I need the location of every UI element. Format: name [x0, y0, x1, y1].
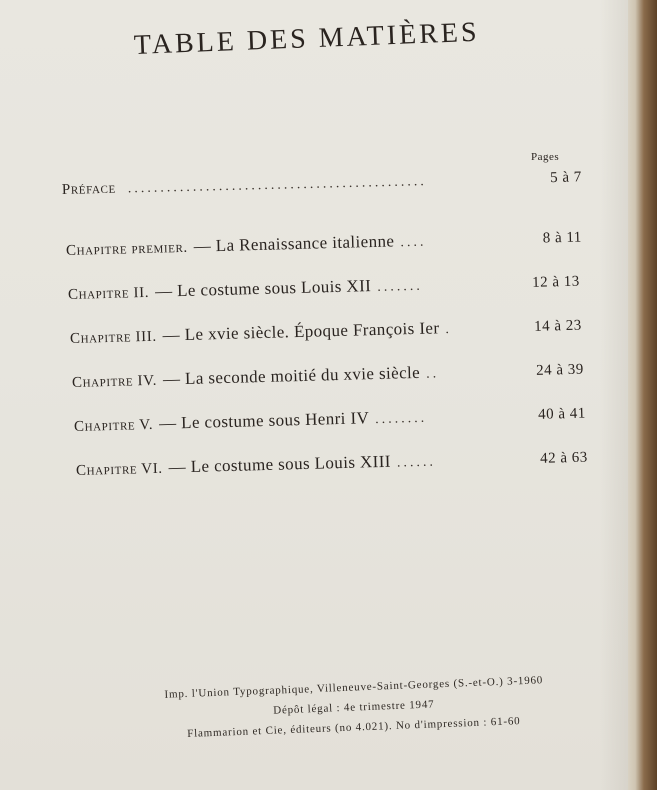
- imprint-line-depot: Dépôt légal : 4e trimestre 1947: [272, 698, 435, 717]
- toc-entry-title: — Le costume sous Louis XII: [154, 276, 372, 301]
- toc-entry-title: — Le xvie siècle. Époque François Ier: [162, 318, 440, 345]
- page-gutter-shadow: [600, 0, 630, 790]
- toc-leader-dots: ..: [425, 366, 440, 382]
- toc-entry-pages: 14 à 23: [533, 317, 583, 335]
- toc-entry-pages: 8 à 11: [542, 229, 583, 247]
- toc-entry-label: Préface: [61, 180, 117, 198]
- toc-leader-dots: ..............................................: [127, 174, 427, 197]
- imprint-line-printer: Imp. l'Union Typographique, Villeneuve-Saint-Georges (S.-et-O.) 3-1960: [164, 674, 544, 701]
- toc-entry-pages: 5 à 7: [549, 169, 582, 187]
- toc-entry-title: — La seconde moitié du xvie siècle: [162, 362, 421, 389]
- toc-entry-label: Chapitre VI.: [75, 460, 163, 479]
- toc-leader-dots: ....: [400, 234, 427, 251]
- toc-entry-pages: 12 à 13: [531, 273, 581, 291]
- toc-entry-label: Chapitre premier.: [65, 239, 188, 259]
- toc-entry-pages: 24 à 39: [535, 361, 585, 379]
- page-title: TABLE DES MATIÈRES: [133, 16, 481, 61]
- toc-entry-label: Chapitre V.: [73, 416, 154, 435]
- pages-column-heading: Pages: [531, 151, 560, 163]
- toc-entry-label: Chapitre III.: [69, 328, 157, 347]
- toc-leader-dots: ........: [375, 410, 428, 428]
- toc-entry-pages: 42 à 63: [539, 449, 589, 467]
- toc-leader-dots: ......: [396, 454, 437, 471]
- toc-entry-label: Chapitre IV.: [71, 372, 158, 391]
- toc-entry-pages: 40 à 41: [537, 405, 587, 423]
- toc-leader-dots: .......: [377, 278, 423, 295]
- book-cover-edge: [628, 0, 657, 790]
- toc-leader-dots: .: [445, 322, 453, 338]
- toc-entry-title: — La Renaissance italienne: [193, 231, 395, 256]
- toc-entry-title: — Le costume sous Henri IV: [158, 408, 370, 433]
- imprint-line-publisher: Flammarion et Cie, éditeurs (no 4.021). No d'impression : 61-60: [186, 715, 521, 740]
- toc-entry-label: Chapitre II.: [67, 284, 150, 303]
- toc-entry-title: — Le costume sous Louis XIII: [168, 451, 392, 477]
